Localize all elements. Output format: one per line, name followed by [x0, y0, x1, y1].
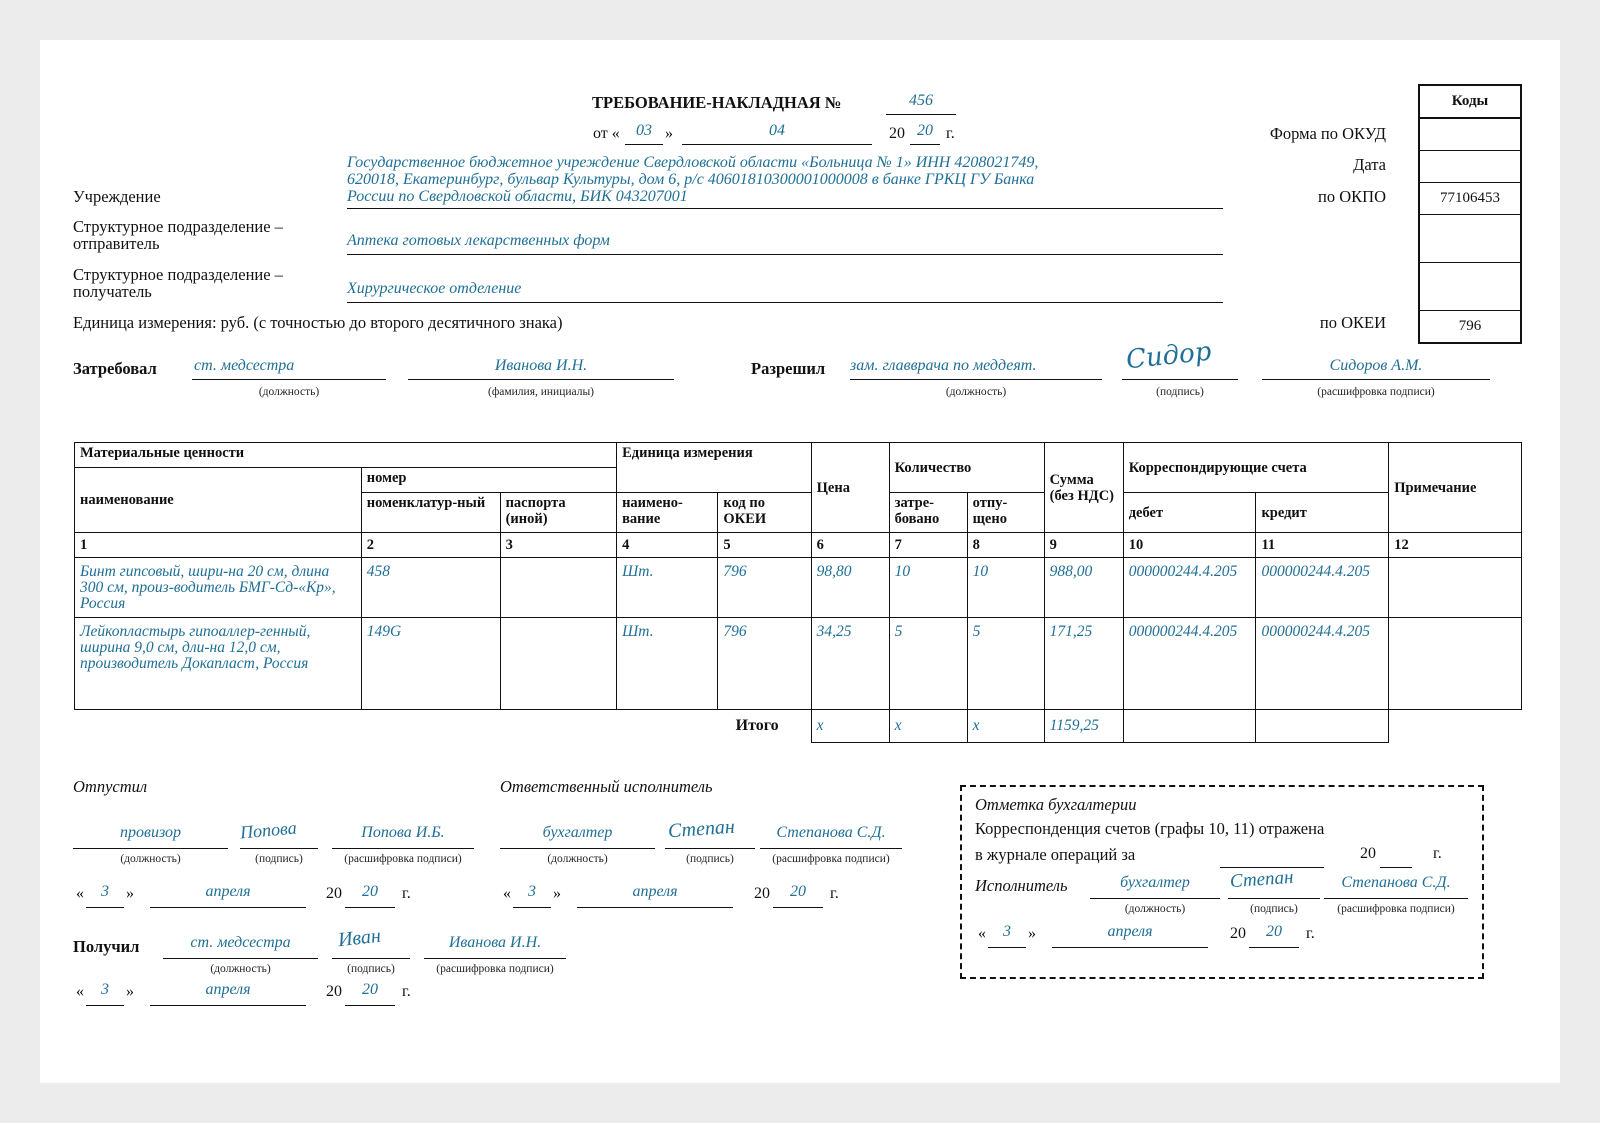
doc-title: ТРЕБОВАНИЕ-НАКЛАДНАЯ №	[592, 93, 842, 112]
col-num: 12	[1389, 533, 1522, 558]
codes-box	[1418, 84, 1522, 344]
executor-position-caption: (должность)	[547, 853, 608, 865]
row-debit: 000000244.4.205	[1123, 618, 1256, 710]
okpo-label: по ОКПО	[1318, 187, 1386, 206]
released-position-caption: (должность)	[120, 853, 181, 865]
released-month: апреля	[150, 883, 306, 908]
released-sign-caption: (подпись)	[255, 853, 303, 865]
executor-signature	[667, 816, 735, 844]
col-num: 4	[617, 533, 718, 558]
col-num: 7	[889, 533, 967, 558]
institution-line3: России по Свердловской области, БИК 043207001	[347, 188, 688, 205]
row-passport	[500, 558, 617, 618]
row-sum: 171,25	[1044, 618, 1123, 710]
released-position: провизор	[73, 824, 228, 849]
header-number: номер	[361, 468, 616, 493]
date-label: Дата	[1353, 155, 1386, 174]
accounting-period-field	[1220, 843, 1324, 868]
executor-date-close: »	[553, 885, 561, 902]
released-day: 3	[86, 883, 124, 908]
accounting-year-suffix: г.	[1433, 845, 1442, 862]
accounting-month: апреля	[1052, 923, 1208, 948]
received-g: г.	[402, 983, 411, 1000]
row-nomenclature: 458	[361, 558, 500, 618]
accounting-year: 20	[1249, 923, 1299, 948]
header-debit: дебет	[1123, 493, 1256, 533]
row-unit: Шт.	[617, 618, 718, 710]
receiver-code-cell	[1420, 263, 1520, 311]
row-sum: 988,00	[1044, 558, 1123, 618]
requested-name: Иванова И.Н.	[408, 357, 674, 380]
row-code: 796	[718, 618, 811, 710]
header-unit-name: наимено-вание	[617, 493, 718, 533]
accounting-day: 3	[988, 923, 1026, 948]
header-price: Цена	[811, 443, 889, 533]
executor-position: бухгалтер	[500, 824, 655, 849]
allowed-name: Сидоров А.М.	[1262, 357, 1490, 380]
header-credit: кредит	[1256, 493, 1389, 533]
received-century: 20	[326, 983, 342, 1000]
received-sign-caption: (подпись)	[347, 963, 395, 975]
col-num: 9	[1044, 533, 1123, 558]
col-num: 5	[718, 533, 811, 558]
received-signature	[337, 925, 382, 952]
accounting-line2: в журнале операций за	[975, 845, 1136, 864]
receiver-label	[73, 266, 283, 300]
table-row	[75, 618, 1522, 710]
accounting-signature-text: Степан	[1229, 866, 1295, 893]
row-nomenclature: 149G	[361, 618, 500, 710]
released-label: Отпустил	[73, 777, 148, 796]
received-position: ст. медсестра	[163, 934, 318, 959]
total-note	[1389, 710, 1522, 743]
okud-code-cell	[1420, 119, 1520, 151]
received-month: апреля	[150, 981, 306, 1006]
released-name-caption: (расшифровка подписи)	[344, 853, 462, 865]
receiver-label-line2: получатель	[73, 282, 152, 301]
executor-label: Ответственный исполнитель	[500, 777, 713, 796]
total-qty-requested: x	[889, 710, 967, 743]
header-sum: Сумма (без НДС)	[1044, 443, 1123, 533]
total-credit	[1256, 710, 1389, 743]
received-name-caption: (расшифровка подписи)	[436, 963, 554, 975]
received-label: Получил	[73, 937, 140, 956]
doc-month: 04	[682, 122, 872, 145]
row-note	[1389, 618, 1522, 710]
col-num: 2	[361, 533, 500, 558]
executor-date-open: «	[503, 885, 511, 902]
okei-label: по ОКЕИ	[1319, 313, 1386, 332]
document-page	[40, 40, 1560, 1083]
accounting-year-prefix: 20	[1360, 845, 1376, 862]
released-date-close: »	[126, 885, 134, 902]
row-credit: 000000244.4.205	[1256, 558, 1389, 618]
accounting-line1: Корреспонденция счетов (графы 10, 11) отражена	[975, 819, 1325, 838]
accounting-date-close: »	[1028, 925, 1036, 942]
executor-name-caption: (расшифровка подписи)	[772, 853, 890, 865]
row-passport	[500, 618, 617, 710]
table-row	[75, 558, 1522, 618]
row-qty-requested: 5	[889, 618, 967, 710]
requested-position-caption: (должность)	[258, 386, 320, 398]
okud-label: Форма по ОКУД	[1269, 124, 1386, 143]
year-prefix: 20	[889, 125, 905, 142]
received-date-open: «	[76, 983, 84, 1000]
header-quantity: Количество	[889, 443, 1044, 493]
total-label: Итого	[735, 717, 779, 735]
released-signature-text: Попова	[239, 817, 298, 843]
col-num: 6	[811, 533, 889, 558]
row-credit: 000000244.4.205	[1256, 618, 1389, 710]
requested-name-caption: (фамилия, инициалы)	[487, 386, 595, 398]
row-unit: Шт.	[617, 558, 718, 618]
total-sum: 1159,25	[1044, 710, 1123, 743]
allowed-position: зам. главврача по меддеят.	[850, 357, 1102, 380]
sender-code-cell	[1420, 215, 1520, 263]
allowed-signature-text: Сидор	[1124, 336, 1213, 376]
receiver-label-line1: Структурное подразделение –	[73, 265, 283, 284]
row-qty-released: 5	[967, 618, 1044, 710]
sender-field: Аптека готовых лекарственных форм	[347, 232, 1223, 255]
row-name: Бинт гипсовый, шири-на 20 см, длина 300 см, произ-водитель БМГ-Сд-«Кр», Россия	[75, 558, 362, 618]
unit-line: Единица измерения: руб. (с точностью до второго десятичного знака)	[73, 313, 563, 332]
col-num: 11	[1256, 533, 1389, 558]
col-num: 8	[967, 533, 1044, 558]
allowed-name-caption: (расшифровка подписи)	[1317, 386, 1435, 398]
date-from-label: от «	[593, 125, 620, 142]
row-price: 34,25	[811, 618, 889, 710]
accounting-year-field	[1380, 843, 1412, 868]
codes-header: Коды	[1420, 86, 1520, 119]
total-qty-released: x	[967, 710, 1044, 743]
institution-field	[347, 154, 1223, 209]
executor-day: 3	[513, 883, 551, 908]
col-num: 3	[500, 533, 617, 558]
header-qty-released: отпу-щено	[967, 493, 1044, 533]
col-num: 10	[1123, 533, 1256, 558]
row-qty-released: 10	[967, 558, 1044, 618]
accounting-position: бухгалтер	[1090, 874, 1220, 899]
header-passport: паспорта (иной)	[500, 493, 617, 533]
row-note	[1389, 558, 1522, 618]
okei-code-cell: 796	[1458, 318, 1482, 334]
row-code: 796	[718, 558, 811, 618]
released-date-open: «	[76, 885, 84, 902]
row-price: 98,80	[811, 558, 889, 618]
header-name: наименование	[75, 468, 362, 533]
accounting-title: Отметка бухгалтерии	[975, 795, 1137, 814]
received-date-close: »	[126, 983, 134, 1000]
accounting-signature	[1229, 867, 1294, 893]
header-note: Примечание	[1389, 443, 1522, 533]
received-signature-text: Иван	[336, 924, 382, 952]
executor-name: Степанова С.Д.	[760, 824, 902, 849]
released-year: 20	[345, 883, 395, 908]
row-qty-requested: 10	[889, 558, 967, 618]
header-unit: Единица измерения	[617, 443, 812, 493]
accounting-name: Степанова С.Д.	[1324, 874, 1468, 899]
accounting-position-caption: (должность)	[1124, 903, 1186, 915]
accounting-century: 20	[1230, 925, 1246, 942]
received-day: 3	[86, 981, 124, 1006]
accounting-exec-label: Исполнитель	[975, 876, 1068, 895]
header-nomenclature: номенклатур-ный	[361, 493, 500, 533]
released-name: Попова И.Б.	[332, 824, 474, 849]
allowed-sign-caption: (подпись)	[1156, 386, 1204, 398]
requested-position: ст. медсестра	[192, 357, 386, 380]
requested-label: Затребовал	[73, 359, 157, 378]
received-year: 20	[345, 981, 395, 1006]
institution-line2: 620018, Екатеринбург, бульвар Культуры, дом 6, р/с 40601810300001000008 в банке ГРКЦ ГУ Банка	[347, 171, 1035, 188]
allowed-label: Разрешил	[751, 359, 826, 378]
header-accounts: Корреспондирующие счета	[1123, 443, 1388, 493]
released-century: 20	[326, 885, 342, 902]
header-qty-requested: затре-бовано	[889, 493, 967, 533]
accounting-date-open: «	[978, 925, 986, 942]
date-code-cell	[1420, 151, 1520, 183]
row-debit: 000000244.4.205	[1123, 558, 1256, 618]
col-num: 1	[75, 533, 362, 558]
doc-day: 03	[625, 122, 663, 145]
doc-number: 456	[886, 92, 956, 115]
header-material: Материальные ценности	[75, 443, 617, 468]
okpo-code-cell: 77106453	[1420, 183, 1520, 215]
items-table	[74, 442, 1522, 743]
released-g: г.	[402, 885, 411, 902]
institution-label: Учреждение	[73, 187, 161, 206]
sender-label-line2: отправитель	[73, 234, 160, 253]
received-position-caption: (должность)	[210, 963, 271, 975]
executor-g: г.	[830, 885, 839, 902]
executor-year: 20	[773, 883, 823, 908]
row-name: Лейкопластырь гипоаллер-генный, ширина 9,0 см, дли-на 12,0 см, производитель Докапласт, Россия	[75, 618, 362, 710]
doc-year: 20	[910, 122, 940, 145]
sender-label	[73, 218, 283, 252]
accounting-g: г.	[1306, 925, 1315, 942]
executor-signature-text: Степан	[667, 815, 736, 843]
executor-century: 20	[754, 885, 770, 902]
total-debit	[1123, 710, 1256, 743]
quote-close: »	[665, 125, 673, 142]
column-numbers-row	[75, 533, 1522, 558]
header-unit-code: код по ОКЕИ	[718, 493, 811, 533]
receiver-field: Хирургическое отделение	[347, 280, 1223, 303]
institution-line1: Государственное бюджетное учреждение Свердловской области «Больница № 1» ИНН 4208021749,	[347, 154, 1039, 171]
total-price: x	[811, 710, 889, 743]
received-name: Иванова И.Н.	[424, 934, 566, 959]
total-row	[75, 710, 1522, 743]
executor-sign-caption: (подпись)	[686, 853, 734, 865]
sender-label-line1: Структурное подразделение –	[73, 217, 283, 236]
accounting-name-caption: (расшифровка подписи)	[1337, 903, 1455, 915]
accounting-mark-box	[960, 785, 1484, 979]
allowed-position-caption: (должность)	[945, 386, 1007, 398]
year-suffix: г.	[946, 125, 955, 142]
accounting-sign-caption: (подпись)	[1250, 903, 1298, 915]
executor-month: апреля	[577, 883, 733, 908]
